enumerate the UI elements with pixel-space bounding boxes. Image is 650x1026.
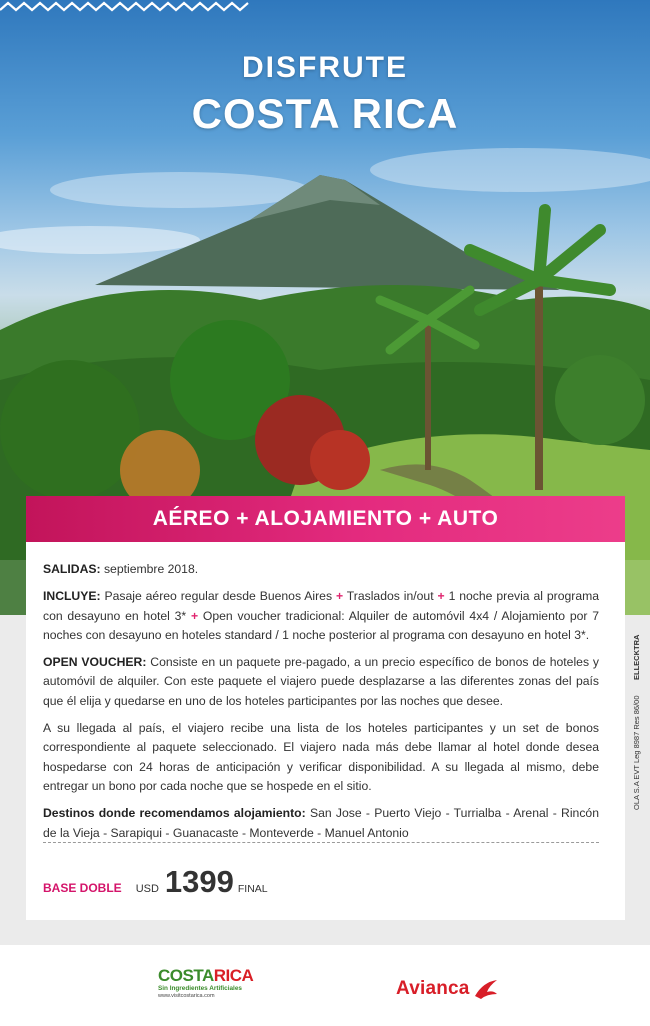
costa-rica-logo-word-2: RICA bbox=[213, 966, 254, 985]
incluye-item-2: Traslados in/out bbox=[346, 589, 434, 604]
incluye-item-3: 1 noche previa al programa con desayuno en hotel 3* bbox=[43, 589, 600, 623]
plus-icon: + bbox=[335, 589, 344, 604]
destinos-value: San Jose - Puerto Viejo - Turrialba - Arenal - Rincón de la Vieja - Sarapiqui - Guanacaste - Monteverde - Manuel Antonio bbox=[43, 806, 599, 840]
costa-rica-url: www.visitcostarica.com bbox=[158, 993, 215, 999]
details-card bbox=[26, 542, 625, 920]
zigzag-divider bbox=[0, 0, 250, 14]
price-label: BASE DOBLE bbox=[43, 881, 122, 895]
legal-brand: ELLECKTRA bbox=[632, 634, 641, 680]
salidas-value: septiembre 2018. bbox=[103, 562, 199, 576]
avianca-bird-icon bbox=[473, 978, 499, 1000]
title-line-2: COSTA RICA bbox=[191, 90, 459, 137]
salidas-label: SALIDAS: bbox=[43, 562, 101, 576]
legal-vertical bbox=[628, 634, 648, 811]
title-block bbox=[0, 50, 650, 138]
dashed-divider bbox=[43, 842, 599, 843]
arrival-paragraph: A su llegada al país, el viajero recibe una lista de los hoteles participantes y un set de bonos correspondiente al paquete seleccionado. El viajero nada más debe llamar al hotel donde desea hospedarse con 24 horas de anticipación y verificar disponibilidad. A su llegada al mismo, debe entregar un bono por cada noche que se hospede en el sitio. bbox=[43, 721, 599, 793]
price-amount: 1399 bbox=[164, 864, 234, 899]
details-content bbox=[43, 560, 599, 851]
costa-rica-logo-word-1: COSTA bbox=[158, 966, 214, 985]
incluye-paragraph bbox=[43, 587, 599, 645]
costa-rica-logo bbox=[158, 966, 254, 1013]
avianca-logo bbox=[396, 978, 499, 1000]
destinos-label: Destinos donde recomendamos alojamiento: bbox=[43, 806, 306, 821]
price-suffix: FINAL bbox=[237, 883, 268, 895]
voucher-paragraph bbox=[43, 653, 599, 711]
avianca-wordmark: Avianca bbox=[396, 978, 470, 999]
title-line-1: DISFRUTE bbox=[242, 51, 408, 84]
voucher-label: OPEN VOUCHER: bbox=[43, 655, 147, 670]
costa-rica-tagline: Sin Ingredientes Artificiales bbox=[158, 985, 242, 992]
incluye-label: INCLUYE: bbox=[43, 589, 101, 604]
incluye-item-1: Pasaje aéreo regular desde Buenos Aires bbox=[104, 589, 333, 604]
destinos-paragraph bbox=[43, 804, 599, 843]
incluye-item-4: Open voucher tradicional: Alquiler de automóvil 4x4 / Alojamiento por 7 noches con desayuno en hoteles standard / 1 noche posterior al programa con desayuno en hotel 3*. bbox=[43, 608, 600, 642]
voucher-text: Consiste en un paquete pre-pagado, a un precio específico de bonos de hoteles y automóvil de alquiler. Con este paquete el viajero puede desplazarse a las diferentes zonas del país que él elija y quedarse en uno de los hoteles participantes por las noches que desee. bbox=[43, 655, 599, 708]
plus-icon: + bbox=[190, 608, 199, 623]
salidas-paragraph bbox=[43, 560, 599, 579]
price-block bbox=[43, 864, 268, 898]
package-banner: AÉREO + ALOJAMIENTO + AUTO bbox=[26, 496, 625, 542]
legal-text: OLA S.A EVT Leg 8987 Res 86/00 bbox=[632, 695, 641, 810]
footer bbox=[0, 945, 650, 1026]
plus-icon: + bbox=[437, 589, 445, 604]
price-currency: USD bbox=[135, 883, 159, 895]
